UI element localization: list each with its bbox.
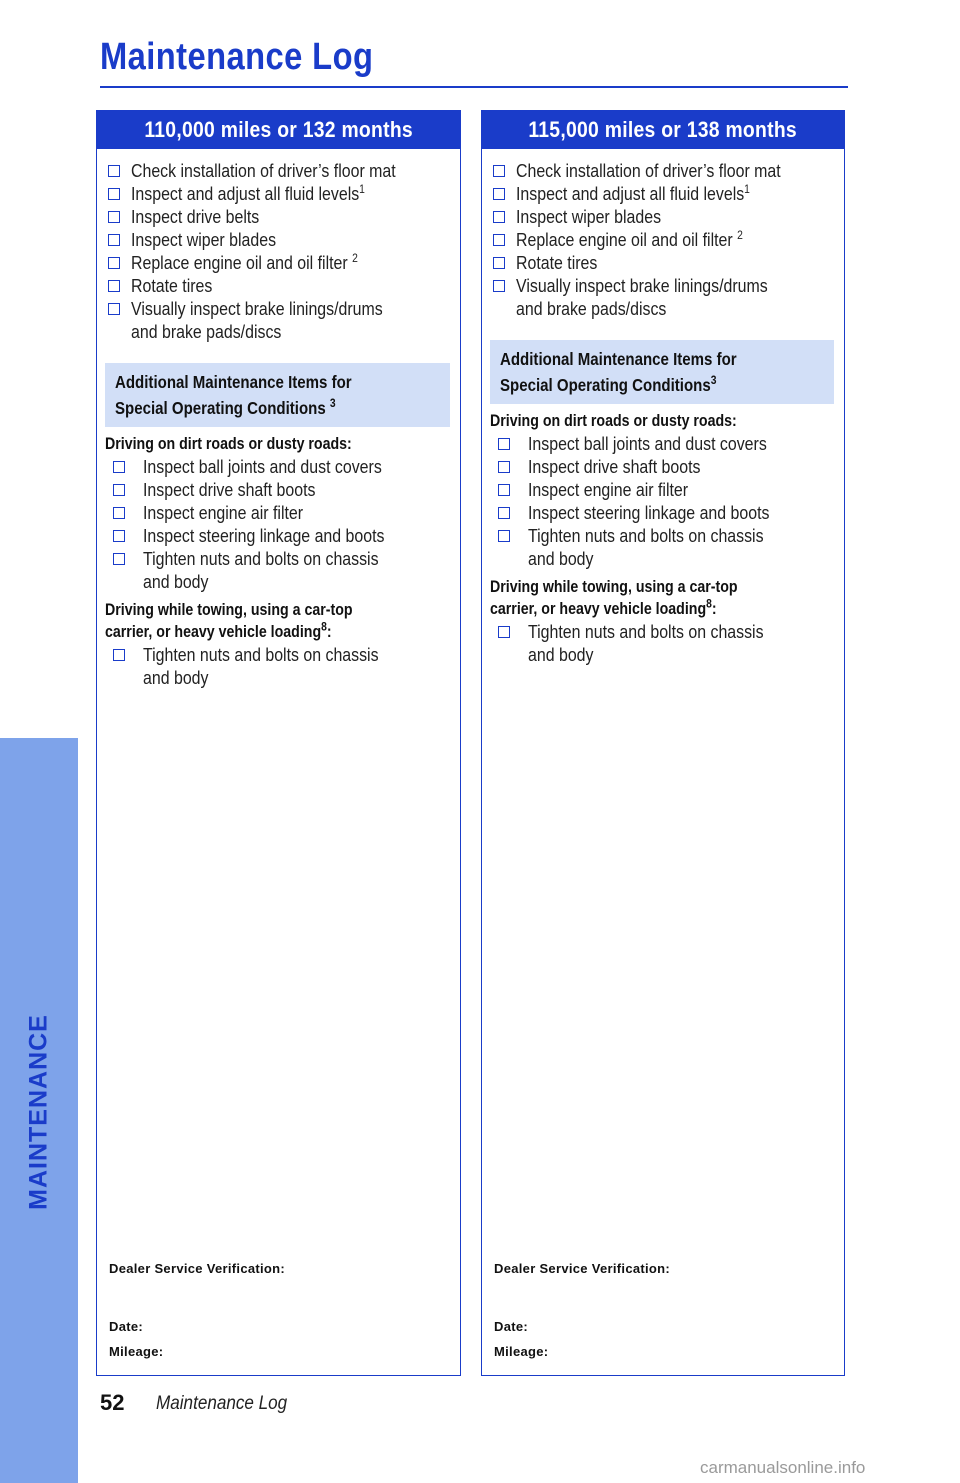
checkbox[interactable] xyxy=(113,553,125,565)
checklist-item[interactable] xyxy=(105,547,450,593)
footnote-ref: 2 xyxy=(737,227,743,242)
checklist-item[interactable] xyxy=(490,501,834,524)
checklist-item[interactable] xyxy=(490,524,834,570)
checklist-item[interactable] xyxy=(105,643,450,689)
checkbox[interactable] xyxy=(113,530,125,542)
checklist-item-text: Tighten nuts and bolts on chassis xyxy=(143,644,379,665)
checklist-item[interactable] xyxy=(105,501,450,524)
log-column-110000 xyxy=(96,110,461,1376)
checklist-item[interactable] xyxy=(105,159,450,182)
checklist-item[interactable] xyxy=(105,251,450,274)
dealer-verification-label: Dealer Service Verification: xyxy=(109,1261,286,1276)
checklist-item[interactable] xyxy=(490,478,834,501)
checklist-item-text: Inspect drive shaft boots xyxy=(528,456,701,477)
checklist-item-text: Replace engine oil and oil filter xyxy=(131,252,353,273)
additional-items-box: Additional Maintenance Items for Special Operating Conditions$^3$ xyxy=(490,340,834,404)
checklist-item[interactable] xyxy=(105,524,450,547)
checklist-item[interactable] xyxy=(490,205,834,228)
checklist-item-text: Check installation of driver’s floor mat xyxy=(131,160,396,181)
page-number: 52 xyxy=(100,1390,125,1415)
checklist-item-continuation: and body xyxy=(143,571,209,592)
checklist-item[interactable] xyxy=(105,228,450,251)
checklist-item[interactable] xyxy=(490,228,834,251)
checklist-item-continuation: and brake pads/discs xyxy=(516,298,667,319)
mileage-label: Mileage: xyxy=(494,1344,549,1359)
checkbox[interactable] xyxy=(108,211,120,223)
checkbox[interactable] xyxy=(498,461,510,473)
checkbox[interactable] xyxy=(498,438,510,450)
checklist-item-text: Inspect wiper blades xyxy=(516,206,662,227)
additional-items-box: Additional Maintenance Items for Special Operating Conditions $^3$ xyxy=(105,363,450,427)
checklist-item-continuation: and body xyxy=(143,667,209,688)
checklist-item-text: Visually inspect brake linings/drums xyxy=(131,298,383,319)
footer-label: Maintenance Log xyxy=(156,1393,288,1414)
checklist-item[interactable] xyxy=(105,205,450,228)
checkbox[interactable] xyxy=(113,649,125,661)
checklist-item-continuation: and brake pads/discs xyxy=(131,321,282,342)
checklist-item-continuation: and body xyxy=(528,548,594,569)
checkbox[interactable] xyxy=(493,165,505,177)
condition-checklist xyxy=(105,455,450,593)
checklist-item-text: Inspect steering linkage and boots xyxy=(143,525,385,546)
checklist-item[interactable] xyxy=(490,251,834,274)
mileage-label: Mileage: xyxy=(109,1344,164,1359)
checkbox[interactable] xyxy=(108,257,120,269)
condition-title: Driving on dirt roads or dusty roads: xyxy=(105,435,352,453)
date-label: Date: xyxy=(494,1319,529,1334)
checklist-item[interactable] xyxy=(105,274,450,297)
watermark: carmanualsonline.info xyxy=(700,1458,866,1477)
checkbox[interactable] xyxy=(498,484,510,496)
checklist-item-text: Tighten nuts and bolts on chassis xyxy=(528,621,764,642)
checkbox[interactable] xyxy=(108,188,120,200)
checkbox[interactable] xyxy=(108,303,120,315)
condition-checklist xyxy=(490,432,834,570)
column-header: 110,000 miles or 132 months xyxy=(97,111,460,149)
service-checklist xyxy=(105,159,450,343)
footnote-ref: 1 xyxy=(744,181,750,196)
checklist-item-text: Inspect drive belts xyxy=(131,206,260,227)
checkbox[interactable] xyxy=(498,626,510,638)
checklist-item[interactable] xyxy=(490,159,834,182)
checklist-item-text: Rotate tires xyxy=(131,275,213,296)
checkbox[interactable] xyxy=(108,165,120,177)
date-label: Date: xyxy=(109,1319,144,1334)
side-tab-label: MAINTENANCE xyxy=(24,1014,53,1210)
checklist-item-text: Inspect engine air filter xyxy=(528,479,689,500)
checklist-item-text: Check installation of driver’s floor mat xyxy=(516,160,781,181)
footnote-ref: 1 xyxy=(359,181,365,196)
checkbox[interactable] xyxy=(493,280,505,292)
checklist-item-text: Inspect and adjust all fluid levels xyxy=(516,183,745,204)
checklist-item[interactable] xyxy=(490,274,834,320)
checklist-item-text: Visually inspect brake linings/drums xyxy=(516,275,768,296)
checklist-item[interactable] xyxy=(105,297,450,343)
checkbox[interactable] xyxy=(113,461,125,473)
condition-checklist xyxy=(490,620,834,666)
checklist-item-text: Inspect wiper blades xyxy=(131,229,277,250)
condition-title: Driving while towing, using a car-top carrier, or heavy vehicle loading$^8$: xyxy=(490,578,738,618)
checklist-item[interactable] xyxy=(490,432,834,455)
condition-title: Driving while towing, using a car-top carrier, or heavy vehicle loading$^8$: xyxy=(105,601,353,641)
dealer-verification-label: Dealer Service Verification: xyxy=(494,1261,671,1276)
page-title: Maintenance Log xyxy=(100,36,374,78)
footnote-ref: 2 xyxy=(352,250,358,265)
condition-title: Driving on dirt roads or dusty roads: xyxy=(490,412,737,430)
service-checklist xyxy=(490,159,834,320)
checklist-item-text: Tighten nuts and bolts on chassis xyxy=(528,525,764,546)
checklist-item-text: Inspect ball joints and dust covers xyxy=(143,456,382,477)
title-divider xyxy=(100,86,848,88)
checkbox[interactable] xyxy=(493,188,505,200)
checkbox[interactable] xyxy=(113,484,125,496)
checklist-item-text: Inspect ball joints and dust covers xyxy=(528,433,767,454)
checkbox[interactable] xyxy=(113,507,125,519)
checklist-item-text: Inspect steering linkage and boots xyxy=(528,502,770,523)
checkbox[interactable] xyxy=(493,211,505,223)
checklist-item-text: Replace engine oil and oil filter xyxy=(516,229,738,250)
checklist-item-text: Rotate tires xyxy=(516,252,598,273)
checkbox[interactable] xyxy=(498,530,510,542)
checklist-item[interactable] xyxy=(105,455,450,478)
checklist-item[interactable] xyxy=(490,182,834,205)
checklist-item-text: Inspect and adjust all fluid levels xyxy=(131,183,360,204)
condition-checklist xyxy=(105,643,450,689)
checklist-item-text: Inspect engine air filter xyxy=(143,502,304,523)
checklist-item[interactable] xyxy=(105,478,450,501)
checkbox[interactable] xyxy=(108,234,120,246)
checklist-item-text: Tighten nuts and bolts on chassis xyxy=(143,548,379,569)
checklist-item[interactable] xyxy=(490,455,834,478)
checkbox[interactable] xyxy=(498,507,510,519)
checkbox[interactable] xyxy=(108,280,120,292)
log-column-115000 xyxy=(481,110,845,1376)
checklist-item-text: Inspect drive shaft boots xyxy=(143,479,316,500)
checklist-item-continuation: and body xyxy=(528,644,594,665)
checkbox[interactable] xyxy=(493,257,505,269)
column-header: 115,000 miles or 138 months xyxy=(482,111,844,149)
checklist-item[interactable] xyxy=(490,620,834,666)
checklist-item[interactable] xyxy=(105,182,450,205)
checkbox[interactable] xyxy=(493,234,505,246)
